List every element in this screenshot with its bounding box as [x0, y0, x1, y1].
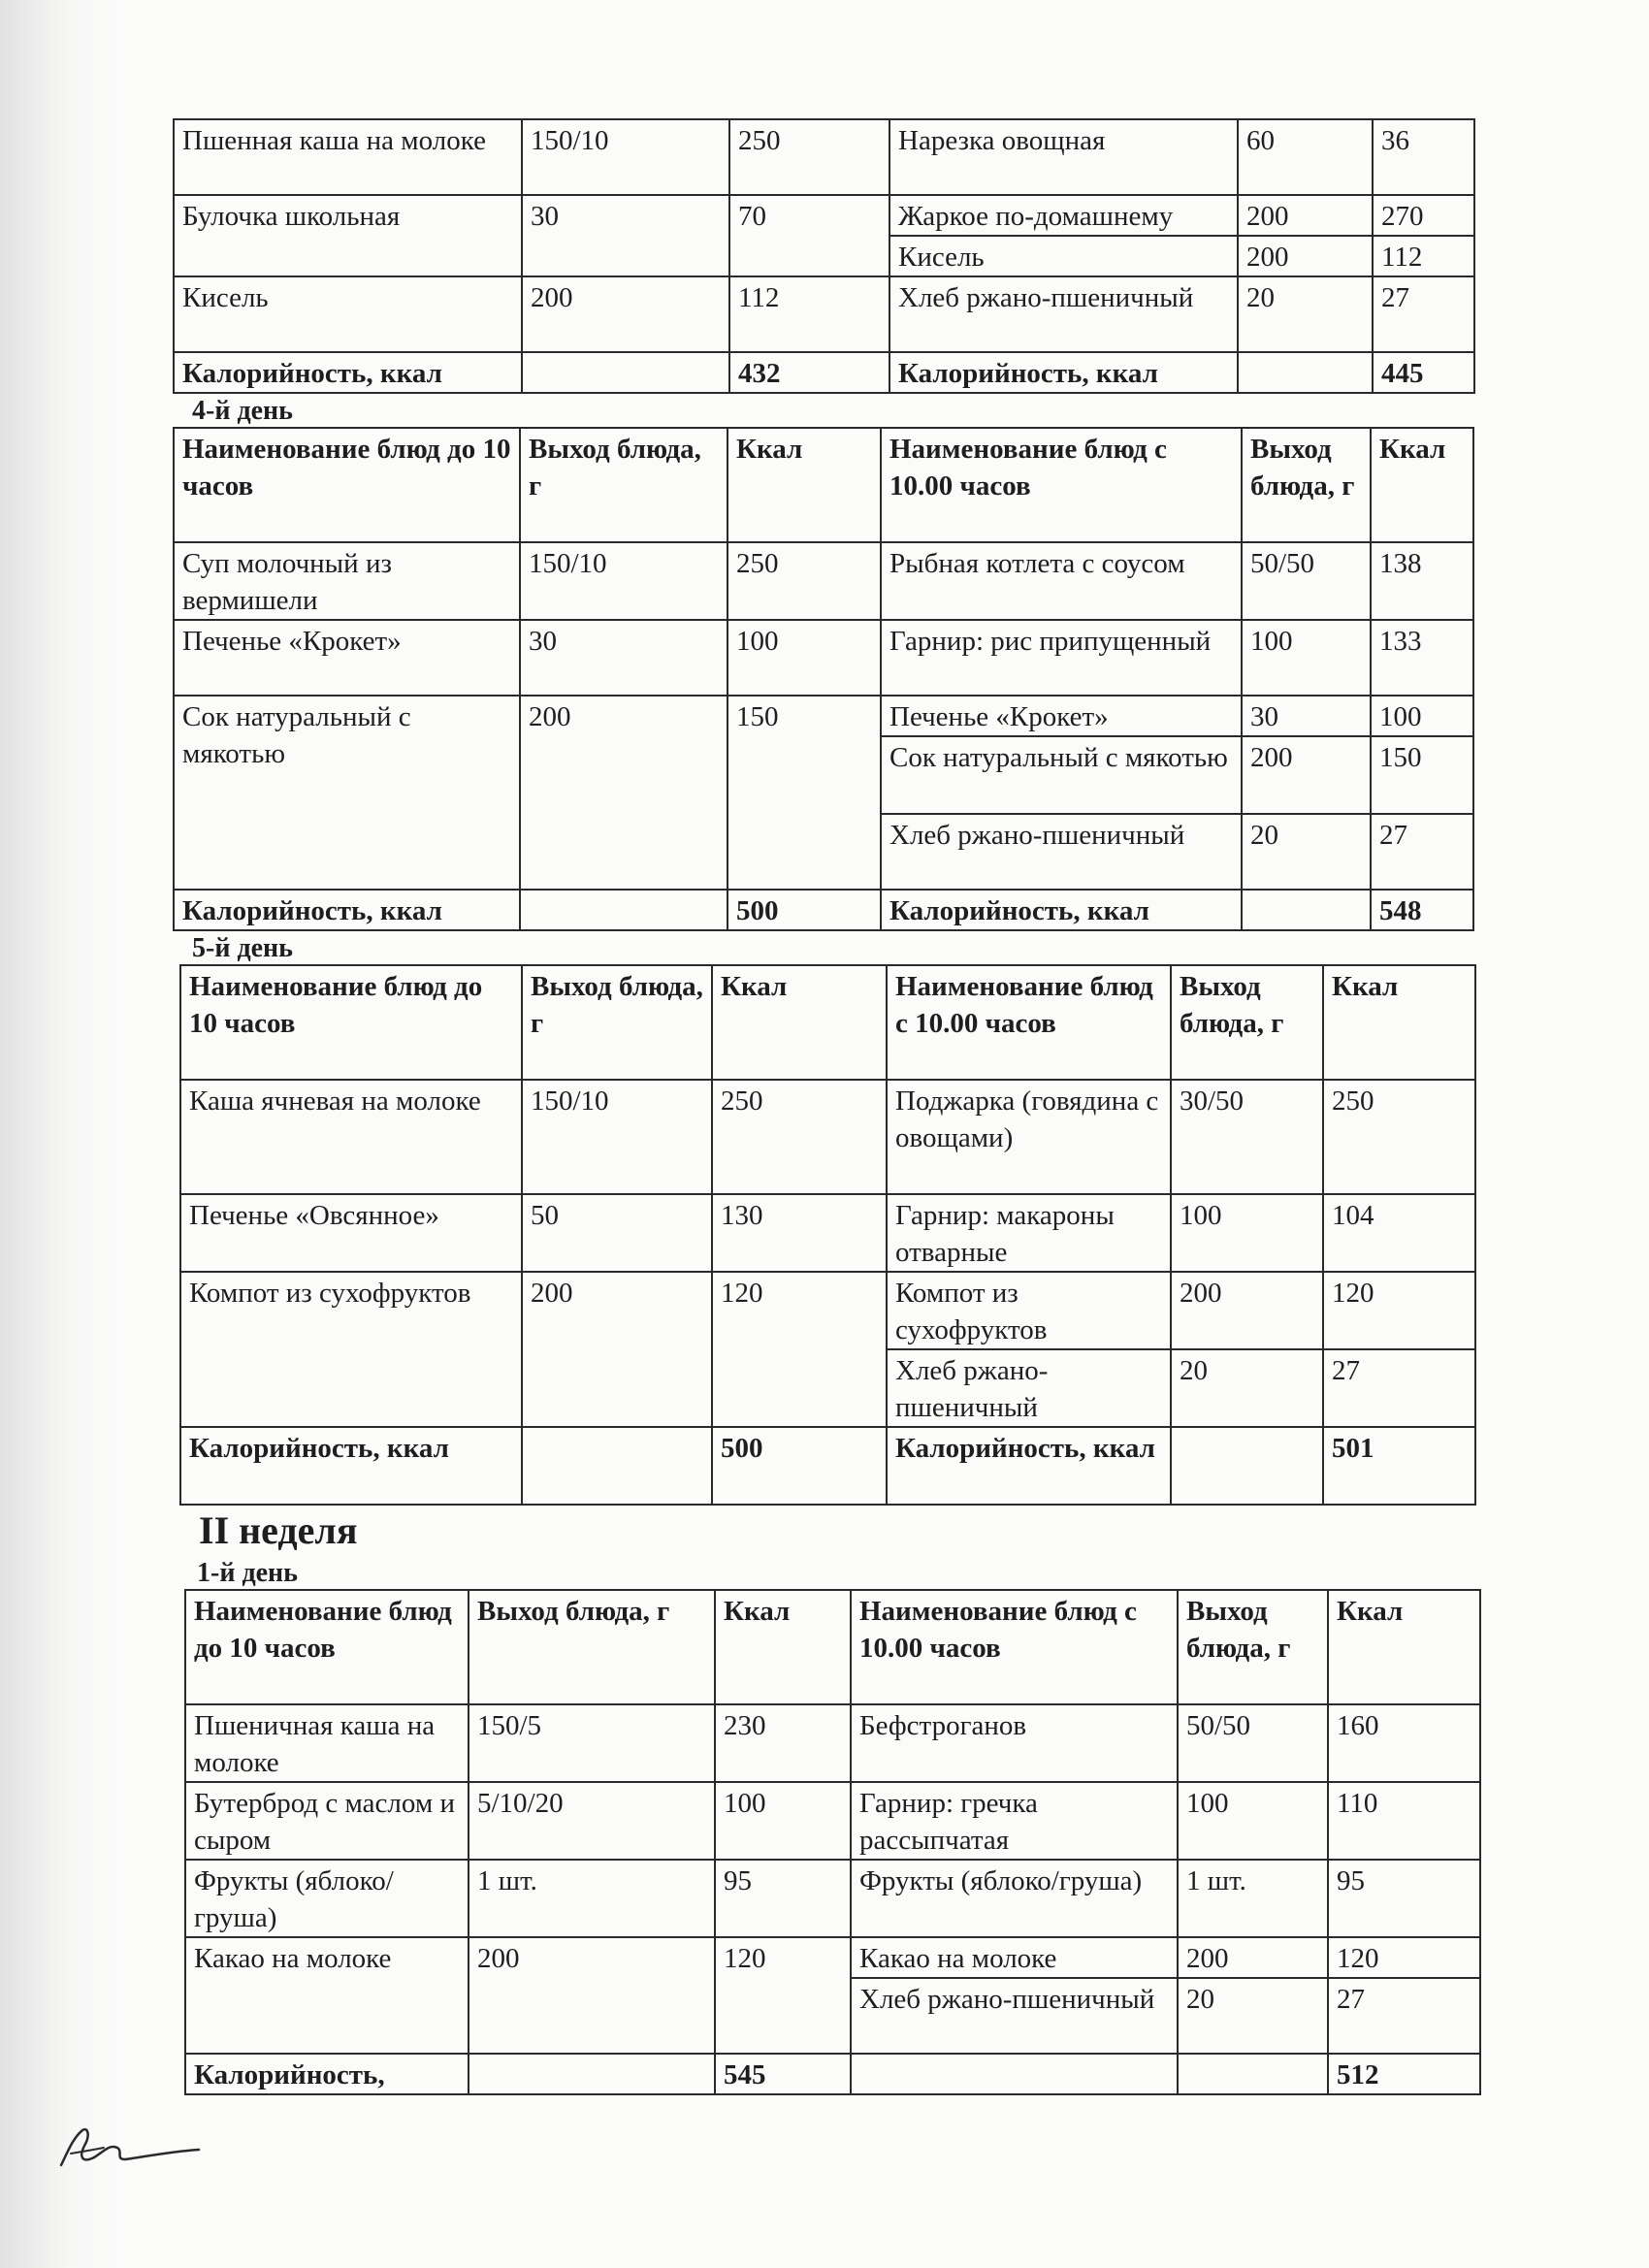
- header-kcal: Ккал: [1328, 1590, 1480, 1704]
- kcal-value: 110: [1328, 1782, 1480, 1860]
- kcal-value: 250: [728, 542, 881, 620]
- portion-weight: 20: [1178, 1978, 1328, 2054]
- dish-name: Какао на молоке: [185, 1937, 469, 2054]
- empty-cell: [1242, 890, 1371, 930]
- kcal-value: 36: [1373, 119, 1474, 195]
- header-kcal: Ккал: [1323, 965, 1475, 1080]
- portion-weight: 150/10: [520, 542, 728, 620]
- week-2-day-1-heading: 1-й день: [197, 1558, 298, 1588]
- dish-name: Печенье «Крокет»: [881, 696, 1242, 736]
- table-row: [180, 1080, 1475, 1194]
- portion-weight: 150/10: [522, 119, 729, 195]
- portion-weight: 200: [1238, 236, 1373, 276]
- dish-name: Сок натуральный с мякотью: [881, 736, 1242, 814]
- dish-name: Жаркое по-домашнему: [889, 195, 1238, 236]
- empty-cell: [520, 890, 728, 930]
- table-row: [174, 195, 1474, 236]
- table-header-row: [174, 428, 1473, 542]
- portion-weight: 30: [1242, 696, 1371, 736]
- portion-weight: 200: [522, 1272, 712, 1427]
- dish-name: Фрукты (яблоко/груша): [185, 1860, 469, 1937]
- header-portion: Выход блюда, г: [522, 965, 712, 1080]
- kcal-value: 27: [1371, 814, 1473, 890]
- header-kcal: Ккал: [712, 965, 887, 1080]
- dish-name: Каша ячневая на молоке: [180, 1080, 522, 1194]
- table-row: [174, 119, 1474, 195]
- menu-table-week-2-day-1: [184, 1589, 1481, 2095]
- portion-weight: 200: [1171, 1272, 1323, 1349]
- total-label: Калорийность, ккал: [887, 1427, 1171, 1505]
- empty-cell: [1178, 2054, 1328, 2094]
- portion-weight: 20: [1238, 276, 1373, 352]
- empty-cell: [522, 1427, 712, 1505]
- kcal-value: 250: [712, 1080, 887, 1194]
- table-row: [174, 542, 1473, 620]
- kcal-value: 250: [1323, 1080, 1475, 1194]
- dish-name: Гарнир: макароны отварные: [887, 1194, 1171, 1272]
- kcal-value: 150: [728, 696, 881, 890]
- total-label: Калорийность, ккал: [180, 1427, 522, 1505]
- kcal-value: 120: [712, 1272, 887, 1427]
- dish-name: Гарнир: гречка рассыпчатая: [851, 1782, 1178, 1860]
- dish-name: Бефстроганов: [851, 1704, 1178, 1782]
- portion-weight: 1 шт.: [1178, 1860, 1328, 1937]
- total-label: Калорийность, ккал: [174, 352, 522, 393]
- portion-weight: 150/5: [469, 1704, 715, 1782]
- total-kcal: 512: [1328, 2054, 1480, 2094]
- kcal-value: 27: [1323, 1349, 1475, 1427]
- portion-weight: 60: [1238, 119, 1373, 195]
- day-4-heading: 4-й день: [192, 396, 293, 426]
- kcal-value: 95: [715, 1860, 851, 1937]
- total-row: [180, 1427, 1475, 1505]
- portion-weight: 5/10/20: [469, 1782, 715, 1860]
- total-kcal: 432: [729, 352, 889, 393]
- header-lunch-dish: Наименование блюд с 10.00 часов: [881, 428, 1242, 542]
- portion-weight: 30: [520, 620, 728, 696]
- kcal-value: 100: [1371, 696, 1473, 736]
- total-label: Калорийность, ккал: [889, 352, 1238, 393]
- header-breakfast-dish: Наименование блюд до 10 часов: [180, 965, 522, 1080]
- dish-name: Кисель: [889, 236, 1238, 276]
- kcal-value: 230: [715, 1704, 851, 1782]
- dish-name: Печенье «Крокет»: [174, 620, 520, 696]
- total-kcal: 548: [1371, 890, 1473, 930]
- header-portion: Выход блюда, г: [1242, 428, 1371, 542]
- dish-name: Кисель: [174, 276, 522, 352]
- kcal-value: 120: [1323, 1272, 1475, 1349]
- header-kcal: Ккал: [728, 428, 881, 542]
- total-label: Калорийность,: [185, 2054, 469, 2094]
- dish-name: Компот из сухофруктов: [180, 1272, 522, 1427]
- table-header-row: [180, 965, 1475, 1080]
- dish-name: Пшеничная каша на молоке: [185, 1704, 469, 1782]
- header-kcal: Ккал: [1371, 428, 1473, 542]
- menu-table-previous-day: [173, 118, 1475, 394]
- total-row: [174, 890, 1473, 930]
- menu-table-day-4: [173, 427, 1474, 931]
- kcal-value: 112: [1373, 236, 1474, 276]
- portion-weight: 50: [522, 1194, 712, 1272]
- kcal-value: 270: [1373, 195, 1474, 236]
- dish-name: Печенье «Овсянное»: [180, 1194, 522, 1272]
- empty-cell: [522, 352, 729, 393]
- header-breakfast-dish: Наименование блюд до 10 часов: [174, 428, 520, 542]
- portion-weight: 50/50: [1242, 542, 1371, 620]
- table-row: [180, 1194, 1475, 1272]
- header-lunch-dish: Наименование блюд с 10.00 часов: [887, 965, 1171, 1080]
- kcal-value: 27: [1373, 276, 1474, 352]
- menu-table-day-5: [179, 964, 1476, 1506]
- total-kcal: 500: [712, 1427, 887, 1505]
- portion-weight: 20: [1171, 1349, 1323, 1427]
- header-kcal: Ккал: [715, 1590, 851, 1704]
- kcal-value: 95: [1328, 1860, 1480, 1937]
- total-row: [174, 352, 1474, 393]
- dish-name: Сок натуральный с мякотью: [174, 696, 520, 890]
- portion-weight: 50/50: [1178, 1704, 1328, 1782]
- dish-name: Компот из сухофруктов: [887, 1272, 1171, 1349]
- portion-weight: 1 шт.: [469, 1860, 715, 1937]
- dish-name: Бутерброд с маслом и сыром: [185, 1782, 469, 1860]
- kcal-value: 70: [729, 195, 889, 276]
- empty-cell: [1171, 1427, 1323, 1505]
- kcal-value: 133: [1371, 620, 1473, 696]
- portion-weight: 20: [1242, 814, 1371, 890]
- dish-name: Рыбная котлета с соусом: [881, 542, 1242, 620]
- kcal-value: 130: [712, 1194, 887, 1272]
- dish-name: Поджарка (говядина с овощами): [887, 1080, 1171, 1194]
- total-kcal: 500: [728, 890, 881, 930]
- header-lunch-dish: Наименование блюд с 10.00 часов: [851, 1590, 1178, 1704]
- total-kcal: 501: [1323, 1427, 1475, 1505]
- portion-weight: 150/10: [522, 1080, 712, 1194]
- empty-cell: [469, 2054, 715, 2094]
- kcal-value: 160: [1328, 1704, 1480, 1782]
- kcal-value: 120: [1328, 1937, 1480, 1978]
- dish-name: Гарнир: рис припущенный: [881, 620, 1242, 696]
- table-row: [174, 276, 1474, 352]
- dish-name: Булочка школьная: [174, 195, 522, 276]
- total-kcal: 545: [715, 2054, 851, 2094]
- header-portion: Выход блюда, г: [1178, 1590, 1328, 1704]
- kcal-value: 120: [715, 1937, 851, 2054]
- dish-name: Суп молочный из вермишели: [174, 542, 520, 620]
- kcal-value: 250: [729, 119, 889, 195]
- header-portion: Выход блюда, г: [520, 428, 728, 542]
- kcal-value: 100: [728, 620, 881, 696]
- empty-cell: [1238, 352, 1373, 393]
- table-row: [185, 1782, 1480, 1860]
- table-header-row: [185, 1590, 1480, 1704]
- portion-weight: 200: [469, 1937, 715, 2054]
- table-row: [174, 696, 1473, 736]
- portion-weight: 30/50: [1171, 1080, 1323, 1194]
- kcal-value: 27: [1328, 1978, 1480, 2054]
- portion-weight: 200: [522, 276, 729, 352]
- portion-weight: 200: [1242, 736, 1371, 814]
- dish-name: Хлеб ржано-пшеничный: [851, 1978, 1178, 2054]
- scan-edge-shadow: [0, 0, 116, 2268]
- total-row: [185, 2054, 1480, 2094]
- kcal-value: 100: [715, 1782, 851, 1860]
- dish-name: Хлеб ржано-пшеничный: [889, 276, 1238, 352]
- portion-weight: 30: [522, 195, 729, 276]
- portion-weight: 100: [1171, 1194, 1323, 1272]
- total-kcal: 445: [1373, 352, 1474, 393]
- empty-cell: [851, 2054, 1178, 2094]
- portion-weight: 200: [520, 696, 728, 890]
- kcal-value: 104: [1323, 1194, 1475, 1272]
- dish-name: Хлеб ржано-пшеничный: [881, 814, 1242, 890]
- kcal-value: 138: [1371, 542, 1473, 620]
- portion-weight: 200: [1238, 195, 1373, 236]
- header-portion: Выход блюда, г: [469, 1590, 715, 1704]
- kcal-value: 112: [729, 276, 889, 352]
- kcal-value: 150: [1371, 736, 1473, 814]
- dish-name: Фрукты (яблоко/груша): [851, 1860, 1178, 1937]
- dish-name: Нарезка овощная: [889, 119, 1238, 195]
- week-2-heading: II неделя: [199, 1508, 358, 1552]
- portion-weight: 100: [1178, 1782, 1328, 1860]
- dish-name: Пшенная каша на молоке: [174, 119, 522, 195]
- day-5-heading: 5-й день: [192, 933, 293, 963]
- header-portion: Выход блюда, г: [1171, 965, 1323, 1080]
- header-breakfast-dish: Наименование блюд до 10 часов: [185, 1590, 469, 1704]
- dish-name: Какао на молоке: [851, 1937, 1178, 1978]
- table-row: [185, 1860, 1480, 1937]
- total-label: Калорийность, ккал: [174, 890, 520, 930]
- signature-mark: [53, 2115, 209, 2183]
- table-row: [180, 1272, 1475, 1349]
- table-row: [174, 620, 1473, 696]
- portion-weight: 200: [1178, 1937, 1328, 1978]
- table-row: [185, 1937, 1480, 1978]
- total-label: Калорийность, ккал: [881, 890, 1242, 930]
- table-row: [185, 1704, 1480, 1782]
- dish-name: Хлеб ржано-пшеничный: [887, 1349, 1171, 1427]
- portion-weight: 100: [1242, 620, 1371, 696]
